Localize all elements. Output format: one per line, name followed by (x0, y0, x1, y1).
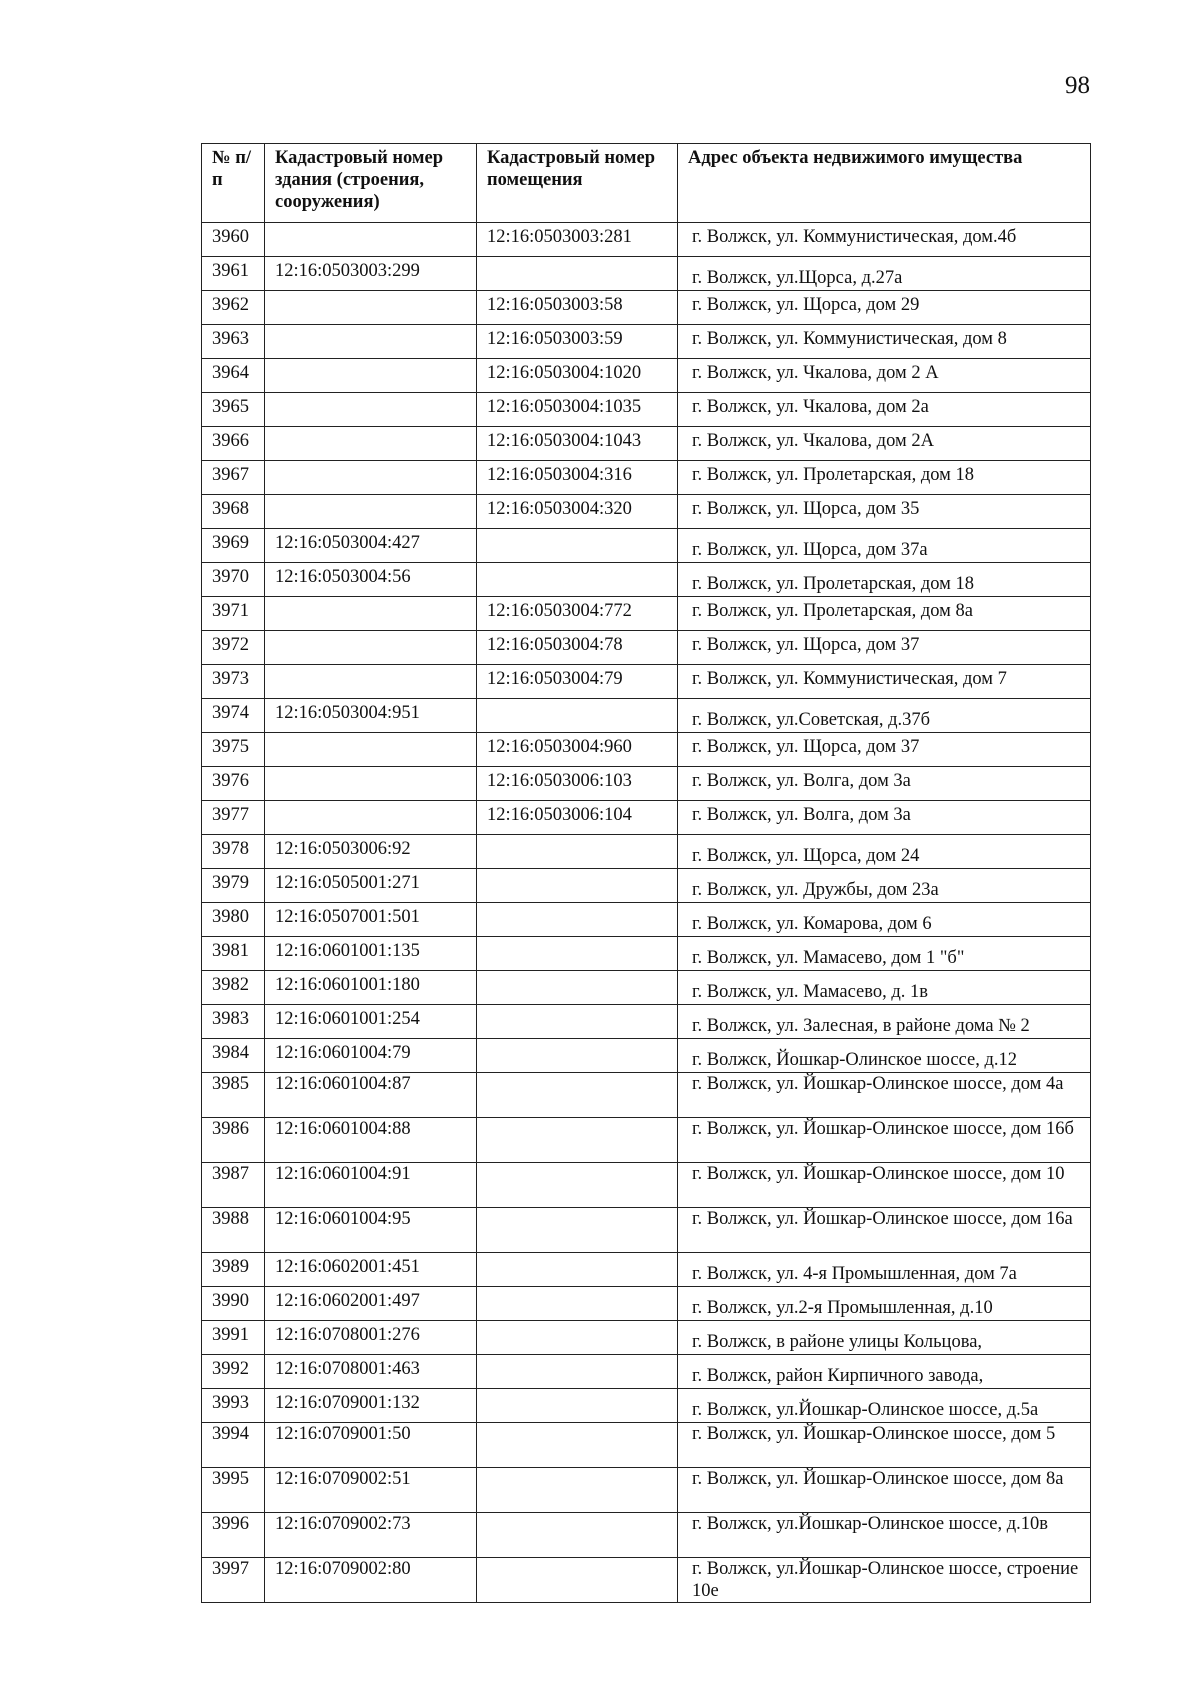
premises-cadastral-cell (477, 1389, 678, 1423)
address-cell (678, 1513, 1091, 1558)
building-cadastral-cell: 12:16:0503003:299 (265, 257, 477, 291)
address-text: г. Волжск, ул. Коммунистическая, дом 7 (692, 669, 1007, 689)
building-cadastral-cell: 12:16:0709001:132 (265, 1389, 477, 1423)
address-cell (678, 1005, 1091, 1039)
premises-cadastral-cell: 12:16:0503006:104 (477, 801, 678, 835)
address-text: г. Волжск, ул.Йошкар-Олинское шоссе, д.5а (692, 1400, 1039, 1420)
premises-cadastral-cell (477, 835, 678, 869)
address-cell (678, 1253, 1091, 1287)
table-row (202, 223, 1091, 257)
address-text: г. Волжск, ул. Мамасево, д. 1в (692, 982, 929, 1002)
address-text: г. Волжск, ул. Йошкар-Олинское шоссе, дом 10 (692, 1164, 1065, 1184)
premises-cadastral-cell (477, 1253, 678, 1287)
table-row (202, 359, 1091, 393)
building-cadastral-cell (265, 801, 477, 835)
table-row (202, 1118, 1091, 1163)
row-number-cell: 3962 (202, 291, 265, 325)
address-text: г. Волжск, ул. Йошкар-Олинское шоссе, дом 16а (692, 1209, 1073, 1229)
address-text: г. Волжск, ул. Пролетарская, дом 18 (692, 574, 975, 594)
table-row (202, 393, 1091, 427)
premises-cadastral-cell (477, 257, 678, 291)
building-cadastral-cell (265, 597, 477, 631)
building-cadastral-cell (265, 631, 477, 665)
address-cell (678, 1287, 1091, 1321)
row-number-cell: 3996 (202, 1513, 265, 1558)
building-cadastral-cell: 12:16:0601004:79 (265, 1039, 477, 1073)
row-number-cell: 3982 (202, 971, 265, 1005)
premises-cadastral-cell: 12:16:0503004:1035 (477, 393, 678, 427)
address-cell (678, 835, 1091, 869)
building-cadastral-cell (265, 733, 477, 767)
header-premises-cadastral-number: Кадастровый номер помещения (477, 144, 678, 223)
address-text: г. Волжск, ул. Комарова, дом 6 (692, 914, 932, 934)
premises-cadastral-cell (477, 1355, 678, 1389)
address-cell (678, 597, 1091, 631)
table-row (202, 427, 1091, 461)
premises-cadastral-cell: 12:16:0503003:281 (477, 223, 678, 257)
address-text: г. Волжск, ул.Советская, д.37б (692, 710, 931, 730)
premises-cadastral-cell (477, 971, 678, 1005)
address-cell (678, 631, 1091, 665)
address-text: г. Волжск, ул. Пролетарская, дом 8а (692, 601, 973, 621)
row-number-cell: 3984 (202, 1039, 265, 1073)
table-row (202, 1355, 1091, 1389)
address-cell (678, 767, 1091, 801)
row-number-cell: 3978 (202, 835, 265, 869)
premises-cadastral-cell (477, 869, 678, 903)
address-text: г. Волжск, ул. Щорса, дом 37а (692, 540, 928, 560)
building-cadastral-cell: 12:16:0602001:497 (265, 1287, 477, 1321)
header-building-cadastral-number: Кадастровый номер здания (строения, сооружения) (265, 144, 477, 223)
address-text: г. Волжск, ул. Коммунистическая, дом 8 (692, 329, 1007, 349)
address-text: г. Волжск, ул. Чкалова, дом 2а (692, 397, 929, 417)
address-cell (678, 699, 1091, 733)
row-number-cell: 3994 (202, 1423, 265, 1468)
row-number-cell: 3980 (202, 903, 265, 937)
row-number-cell: 3966 (202, 427, 265, 461)
table-row (202, 291, 1091, 325)
row-number-cell: 3960 (202, 223, 265, 257)
premises-cadastral-cell (477, 1321, 678, 1355)
row-number-cell: 3995 (202, 1468, 265, 1513)
address-cell (678, 325, 1091, 359)
building-cadastral-cell (265, 325, 477, 359)
premises-cadastral-cell (477, 1513, 678, 1558)
table-row (202, 767, 1091, 801)
address-text: г. Волжск, ул. Щорса, дом 29 (692, 295, 920, 315)
address-cell (678, 903, 1091, 937)
address-cell (678, 257, 1091, 291)
table-row (202, 631, 1091, 665)
premises-cadastral-cell (477, 937, 678, 971)
address-cell (678, 665, 1091, 699)
table-row (202, 801, 1091, 835)
table-row (202, 733, 1091, 767)
premises-cadastral-cell (477, 529, 678, 563)
row-number-cell: 3973 (202, 665, 265, 699)
premises-cadastral-cell (477, 1005, 678, 1039)
row-number-cell: 3965 (202, 393, 265, 427)
row-number-cell: 3992 (202, 1355, 265, 1389)
building-cadastral-cell: 12:16:0601004:87 (265, 1073, 477, 1118)
building-cadastral-cell: 12:16:0503004:56 (265, 563, 477, 597)
table-row (202, 529, 1091, 563)
building-cadastral-cell: 12:16:0503004:427 (265, 529, 477, 563)
address-text: г. Волжск, ул. Чкалова, дом 2А (692, 431, 934, 451)
address-text: г. Волжск, ул. Чкалова, дом 2 А (692, 363, 939, 383)
table-row (202, 1513, 1091, 1558)
table-row (202, 665, 1091, 699)
row-number-cell: 3990 (202, 1287, 265, 1321)
table-body (202, 223, 1091, 1603)
row-number-cell: 3972 (202, 631, 265, 665)
address-text: г. Волжск, ул. Волга, дом 3а (692, 805, 911, 825)
address-text: г. Волжск, ул. Щорса, дом 35 (692, 499, 920, 519)
row-number-cell: 3961 (202, 257, 265, 291)
address-cell (678, 1208, 1091, 1253)
address-text: г. Волжск, ул.Щорса, д.27а (692, 268, 903, 288)
table-row (202, 699, 1091, 733)
premises-cadastral-cell: 12:16:0503003:59 (477, 325, 678, 359)
table-row (202, 1163, 1091, 1208)
address-cell (678, 291, 1091, 325)
building-cadastral-cell: 12:16:0601004:91 (265, 1163, 477, 1208)
address-cell (678, 529, 1091, 563)
address-text: г. Волжск, ул. Йошкар-Олинское шоссе, дом 4а (692, 1074, 1064, 1094)
building-cadastral-cell (265, 495, 477, 529)
address-cell (678, 223, 1091, 257)
premises-cadastral-cell: 12:16:0503004:772 (477, 597, 678, 631)
row-number-cell: 3977 (202, 801, 265, 835)
premises-cadastral-cell (477, 1468, 678, 1513)
building-cadastral-cell: 12:16:0601001:135 (265, 937, 477, 971)
page-number: 98 (1065, 72, 1090, 99)
row-number-cell: 3986 (202, 1118, 265, 1163)
premises-cadastral-cell (477, 1039, 678, 1073)
address-text: г. Волжск, ул.Йошкар-Олинское шоссе, д.10в (692, 1514, 1049, 1534)
table-row (202, 971, 1091, 1005)
premises-cadastral-cell: 12:16:0503004:79 (477, 665, 678, 699)
address-cell (678, 869, 1091, 903)
building-cadastral-cell: 12:16:0601004:95 (265, 1208, 477, 1253)
row-number-cell: 3976 (202, 767, 265, 801)
address-text: г. Волжск, ул. Коммунистическая, дом.4б (692, 227, 1017, 247)
table-row (202, 1423, 1091, 1468)
premises-cadastral-cell: 12:16:0503004:78 (477, 631, 678, 665)
address-text: г. Волжск, ул. Мамасево, дом 1 "б" (692, 948, 965, 968)
table-row (202, 835, 1091, 869)
address-text: г. Волжск, ул. Щорса, дом 37 (692, 737, 920, 757)
building-cadastral-cell: 12:16:0602001:451 (265, 1253, 477, 1287)
table-row (202, 597, 1091, 631)
address-text: г. Волжск, Йошкар-Олинское шоссе, д.12 (692, 1050, 1017, 1070)
address-text: г. Волжск, ул. Щорса, дом 37 (692, 635, 920, 655)
row-number-cell: 3988 (202, 1208, 265, 1253)
table-row (202, 1039, 1091, 1073)
address-cell (678, 495, 1091, 529)
address-text: г. Волжск, ул. Залесная, в районе дома № 2 (692, 1016, 1030, 1036)
premises-cadastral-cell: 12:16:0503004:1020 (477, 359, 678, 393)
address-cell (678, 1163, 1091, 1208)
premises-cadastral-cell (477, 1558, 678, 1603)
address-text: г. Волжск, район Кирпичного завода, (692, 1366, 984, 1386)
building-cadastral-cell: 12:16:0708001:463 (265, 1355, 477, 1389)
row-number-cell: 3989 (202, 1253, 265, 1287)
premises-cadastral-cell: 12:16:0503004:316 (477, 461, 678, 495)
address-text: г. Волжск, ул.2-я Промышленная, д.10 (692, 1298, 993, 1318)
address-text: г. Волжск, ул. Дружбы, дом 23а (692, 880, 939, 900)
row-number-cell: 3964 (202, 359, 265, 393)
address-cell (678, 937, 1091, 971)
row-number-cell: 3979 (202, 869, 265, 903)
address-cell (678, 427, 1091, 461)
building-cadastral-cell (265, 393, 477, 427)
building-cadastral-cell: 12:16:0709002:51 (265, 1468, 477, 1513)
table-row (202, 461, 1091, 495)
row-number-cell: 3970 (202, 563, 265, 597)
premises-cadastral-cell (477, 563, 678, 597)
row-number-cell: 3981 (202, 937, 265, 971)
header-property-address: Адрес объекта недвижимого имущества (678, 144, 1091, 223)
building-cadastral-cell: 12:16:0709002:80 (265, 1558, 477, 1603)
building-cadastral-cell: 12:16:0503004:951 (265, 699, 477, 733)
address-cell (678, 1558, 1091, 1603)
address-cell (678, 733, 1091, 767)
address-cell (678, 563, 1091, 597)
address-text: г. Волжск, ул. Пролетарская, дом 18 (692, 465, 975, 485)
premises-cadastral-cell (477, 1287, 678, 1321)
premises-cadastral-cell (477, 1208, 678, 1253)
row-number-cell: 3987 (202, 1163, 265, 1208)
row-number-cell: 3968 (202, 495, 265, 529)
address-cell (678, 1389, 1091, 1423)
address-text: г. Волжск, ул.Йошкар-Олинское шоссе, строение 10е (692, 1559, 1079, 1601)
building-cadastral-cell: 12:16:0503006:92 (265, 835, 477, 869)
address-cell (678, 1468, 1091, 1513)
building-cadastral-cell: 12:16:0709002:73 (265, 1513, 477, 1558)
table-row (202, 1389, 1091, 1423)
building-cadastral-cell: 12:16:0507001:501 (265, 903, 477, 937)
table-row (202, 563, 1091, 597)
table-row (202, 903, 1091, 937)
address-cell (678, 1321, 1091, 1355)
premises-cadastral-cell (477, 1163, 678, 1208)
address-cell (678, 1039, 1091, 1073)
address-cell (678, 393, 1091, 427)
row-number-cell: 3967 (202, 461, 265, 495)
table-row (202, 495, 1091, 529)
table-row (202, 1468, 1091, 1513)
table-row (202, 1073, 1091, 1118)
table-row (202, 1208, 1091, 1253)
building-cadastral-cell: 12:16:0601001:254 (265, 1005, 477, 1039)
building-cadastral-cell (265, 461, 477, 495)
row-number-cell: 3993 (202, 1389, 265, 1423)
address-cell (678, 1118, 1091, 1163)
row-number-cell: 3991 (202, 1321, 265, 1355)
address-cell (678, 1423, 1091, 1468)
row-number-cell: 3969 (202, 529, 265, 563)
building-cadastral-cell (265, 223, 477, 257)
building-cadastral-cell: 12:16:0601004:88 (265, 1118, 477, 1163)
address-cell (678, 461, 1091, 495)
address-text: г. Волжск, ул. Волга, дом 3а (692, 771, 911, 791)
building-cadastral-cell (265, 665, 477, 699)
row-number-cell: 3985 (202, 1073, 265, 1118)
building-cadastral-cell: 12:16:0601001:180 (265, 971, 477, 1005)
premises-cadastral-cell (477, 1118, 678, 1163)
row-number-cell: 3974 (202, 699, 265, 733)
header-row-number: № п/п (202, 144, 265, 223)
address-text: г. Волжск, ул. Щорса, дом 24 (692, 846, 920, 866)
address-text: г. Волжск, ул. Йошкар-Олинское шоссе, дом 16б (692, 1119, 1074, 1139)
building-cadastral-cell: 12:16:0708001:276 (265, 1321, 477, 1355)
table-row (202, 1253, 1091, 1287)
row-number-cell: 3983 (202, 1005, 265, 1039)
address-text: г. Волжск, ул. 4-я Промышленная, дом 7а (692, 1264, 1017, 1284)
premises-cadastral-cell: 12:16:0503004:1043 (477, 427, 678, 461)
row-number-cell: 3997 (202, 1558, 265, 1603)
address-cell (678, 971, 1091, 1005)
row-number-cell: 3971 (202, 597, 265, 631)
address-text: г. Волжск, ул. Йошкар-Олинское шоссе, дом 8а (692, 1469, 1064, 1489)
table-row (202, 325, 1091, 359)
table-header-row (202, 144, 1091, 223)
building-cadastral-cell (265, 427, 477, 461)
address-cell (678, 359, 1091, 393)
premises-cadastral-cell: 12:16:0503006:103 (477, 767, 678, 801)
table-row (202, 937, 1091, 971)
table-row (202, 1005, 1091, 1039)
property-registry-table (201, 143, 1091, 1603)
premises-cadastral-cell (477, 903, 678, 937)
address-cell (678, 1073, 1091, 1118)
premises-cadastral-cell: 12:16:0503004:960 (477, 733, 678, 767)
building-cadastral-cell (265, 291, 477, 325)
building-cadastral-cell (265, 767, 477, 801)
table-row (202, 1558, 1091, 1603)
table-row (202, 257, 1091, 291)
table-row (202, 869, 1091, 903)
premises-cadastral-cell (477, 1423, 678, 1468)
address-text: г. Волжск, в районе улицы Кольцова, (692, 1332, 983, 1352)
table-row (202, 1287, 1091, 1321)
row-number-cell: 3963 (202, 325, 265, 359)
address-cell (678, 1355, 1091, 1389)
table-row (202, 1321, 1091, 1355)
row-number-cell: 3975 (202, 733, 265, 767)
building-cadastral-cell (265, 359, 477, 393)
building-cadastral-cell: 12:16:0709001:50 (265, 1423, 477, 1468)
address-text: г. Волжск, ул. Йошкар-Олинское шоссе, дом 5 (692, 1424, 1056, 1444)
premises-cadastral-cell: 12:16:0503004:320 (477, 495, 678, 529)
premises-cadastral-cell (477, 1073, 678, 1118)
building-cadastral-cell: 12:16:0505001:271 (265, 869, 477, 903)
premises-cadastral-cell (477, 699, 678, 733)
address-cell (678, 801, 1091, 835)
premises-cadastral-cell: 12:16:0503003:58 (477, 291, 678, 325)
